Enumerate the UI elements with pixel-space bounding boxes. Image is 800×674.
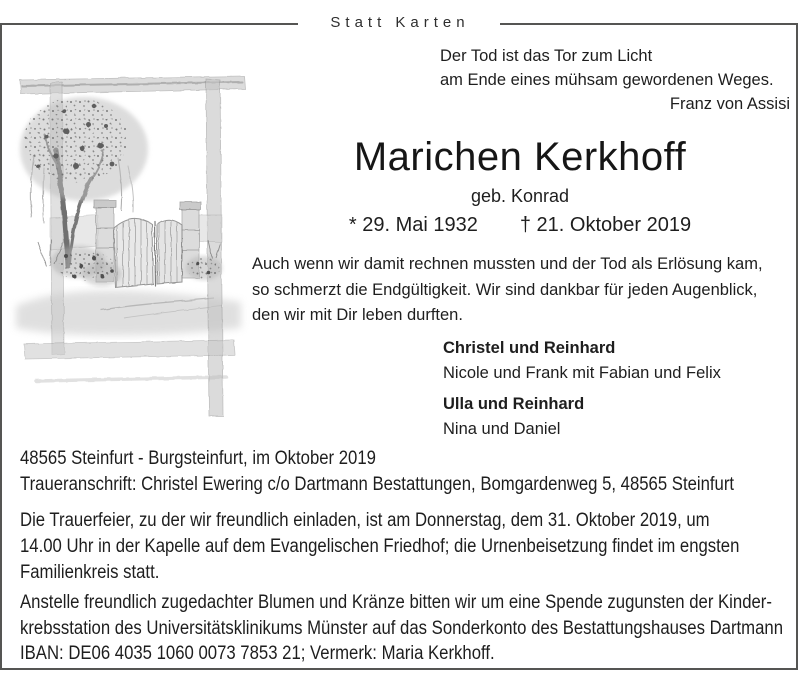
deceased-name: Marichen Kerkhoff [353,135,687,179]
funeral-info-line: Familienkreis statt. [20,562,160,583]
tribute-line: den wir mit Dir leben durften. [252,306,463,324]
place-address-block [20,446,800,498]
mourner-children: Nicole und Frank mit Fabian und Felix [443,364,721,382]
funeral-info-line: 14.00 Uhr in der Kapelle auf dem Evangelischen Friedhof; die Urnenbeisetzung findet im engsten [20,536,740,557]
mourner-group [443,392,721,442]
notice-border-bottom [0,668,798,670]
donation-info-line: IBAN: DE06 4035 1060 0073 7853 21; Vermerk: Maria Kerkhoff. [20,643,495,664]
donation-info-paragraph [20,590,800,667]
quote-line: am Ende eines mühsam gewordenen Weges. [440,71,774,89]
statt-karten-label: Statt Karten [330,14,470,31]
donation-info-line: krebsstation des Universitätsklinikums Münster auf das Sonderkonto des Bestattungshauses Dartmann [20,617,784,639]
tribute-paragraph [252,252,797,329]
mourner-names: Ulla und Reinhard [443,395,585,413]
life-dates [250,211,790,239]
maiden-name: geb. Konrad [470,186,570,206]
mourner-names: Christel und Reinhard [443,339,616,357]
mourner-group [443,336,721,386]
notice-border-left [0,23,2,670]
deceased-header [250,133,790,239]
birth-date: * 29. Mai 1932 [348,214,478,236]
tribute-line: so schmerzt die Endgültigkeit. Wir sind dankbar für jeden Augenblick, [252,280,758,299]
garden-gate-sketch-icon [6,36,252,420]
tribute-line: Auch wenn wir damit rechnen mussten und der Tod als Erlösung kam, [252,255,763,273]
death-date: † 21. Oktober 2019 [519,214,692,236]
mourners-block [443,336,721,448]
place-date-line: 48565 Steinfurt - Burgsteinfurt, im Oktober 2019 [20,448,376,469]
quote-block [440,44,790,116]
quote-attribution: Franz von Assisi [669,95,790,113]
condolence-address-line: Traueranschrift: Christel Ewering c/o Dartmann Bestattungen, Bomgardenweg 5, 48565 Steinfurt [20,474,735,495]
mourner-children: Nina und Daniel [443,420,561,438]
funeral-info-line: Die Trauerfeier, zu der wir freundlich einladen, ist am Donnerstag, dem 31. Oktober 2019, um [20,510,710,531]
quote-line: Der Tod ist das Tor zum Licht [440,47,653,65]
donation-info-line: Anstelle freundlich zugedachter Blumen und Kränze bitten wir um eine Spende zugunsten der Kinder- [20,592,772,613]
funeral-info-paragraph [20,508,800,586]
